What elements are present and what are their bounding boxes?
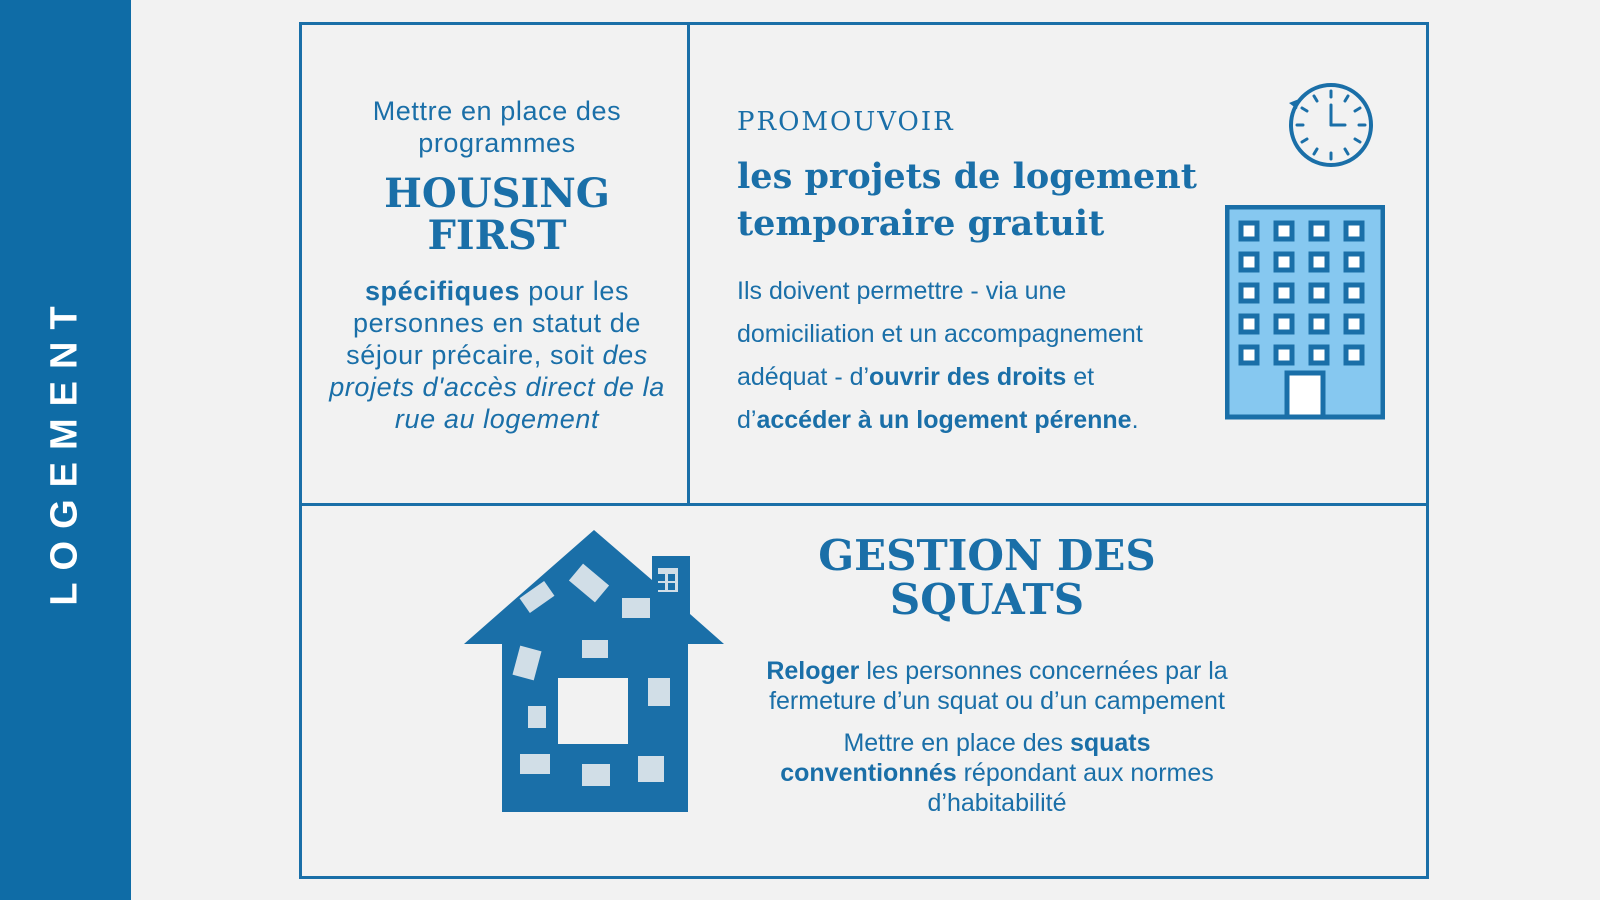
squats-p2-text-2: répondant aux normes d’habitabilité [927,759,1214,817]
housing-first-body-text: pour les personnes en statut de séjour précaire, soit [346,276,641,370]
housing-first-body-italic: des projets d'accès direct de la rue au logement [329,340,665,434]
promouvoir-title: les projets de logement temporaire gratuit [737,156,1197,244]
promouvoir-kicker: PROMOUVOIR [737,107,955,137]
housing-first-title: HOUSING FIRST [384,170,610,259]
promouvoir-body-3: . [1131,406,1139,434]
squats-panel [299,503,1429,879]
housing-first-body [324,275,670,435]
housing-first-intro: Mettre en place des programmes [372,96,622,158]
promouvoir-panel [687,22,1429,506]
squats-p2-bold: squats conventionnés [780,729,1151,787]
building-icon [1225,205,1385,421]
promouvoir-body [737,270,1207,442]
sidebar [0,0,131,900]
squats-p2-text-1: Mettre en place des [843,729,1070,757]
squats-p1-bold: Reloger [766,657,860,685]
squats-paragraph-2 [752,728,1242,818]
clock-icon [1287,81,1375,169]
promouvoir-body-1: Ils doivent permettre - via une domiciliation et un accompagnement adéquat - d’ [737,277,1143,391]
promouvoir-body-2: et d’ [737,363,1095,434]
promouvoir-body-bold-2: accéder à un logement pérenne [756,406,1132,434]
squats-title: GESTION DES SQUATS [818,531,1156,624]
housing-first-panel [299,22,689,506]
promouvoir-body-bold-1: ouvrir des droits [869,363,1067,391]
house-collage-icon [462,528,734,818]
housing-first-body-bold: spécifiques [364,276,521,306]
squats-paragraph-1 [752,656,1242,716]
squats-p1-text: les personnes concernées par la fermeture d’un squat ou d’un campement [769,657,1228,715]
sidebar-title: LOGEMENT [43,294,86,606]
